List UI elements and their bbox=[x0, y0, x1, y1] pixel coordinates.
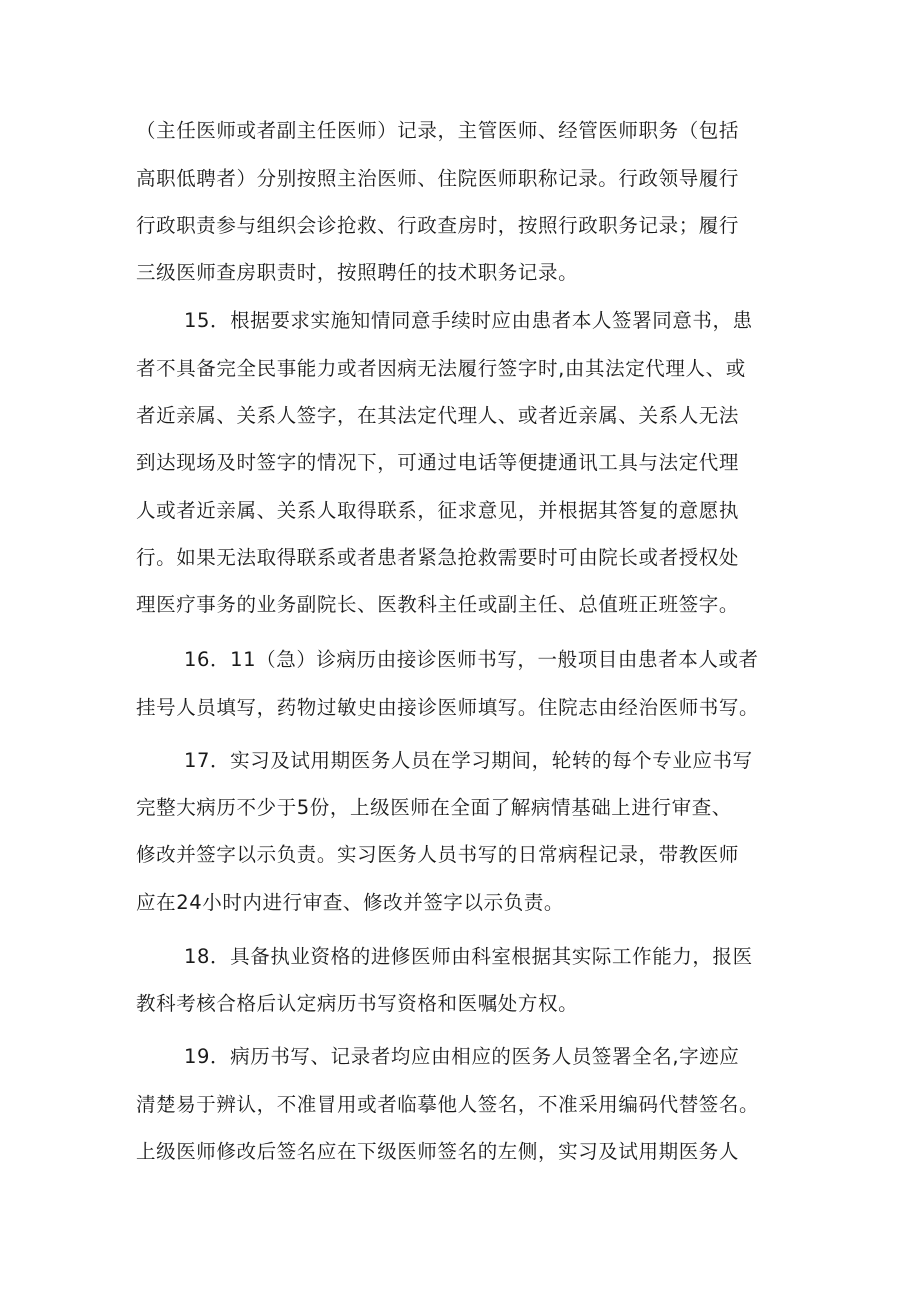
text-line-17: 应在24小时内进行审查、修改并签字以示负责。 bbox=[136, 891, 565, 914]
text-line-21: 清楚易于辨认，不准冒用或者临摹他人签名，不准采用编码代替签名。 bbox=[136, 1093, 760, 1116]
paragraph-16-start: 16．11（急）诊病历由接诊医师书写，一般项目由患者本人或者 bbox=[184, 648, 759, 671]
paragraph-19-start: 19．病历书写、记录者均应由相应的医务人员签署全名,字迹应 bbox=[184, 1045, 740, 1068]
text-line-3: 行政职责参与组织会诊抢救、行政查房时，按照行政职务记录；履行 bbox=[136, 214, 740, 237]
text-line-22: 上级医师修改后签名应在下级医师签名的左侧，实习及试用期医务人 bbox=[136, 1140, 740, 1163]
paragraph-18-start: 18．具备执业资格的进修医师由科室根据其实际工作能力，报医 bbox=[184, 945, 753, 968]
paragraph-15-start: 15．根据要求实施知情同意手续时应由患者本人签署同意书，患 bbox=[184, 309, 753, 332]
text-line-8: 到达现场及时签字的情况下，可通过电话等便捷通讯工具与法定代理 bbox=[136, 451, 740, 474]
text-line-6: 者不具备完全民事能力或者因病无法履行签字时,由其法定代理人、或 bbox=[136, 357, 746, 380]
paragraph-17-start: 17．实习及试用期医务人员在学习期间，轮转的每个专业应书写 bbox=[184, 749, 753, 772]
text-line-13: 挂号人员填写，药物过敏史由接诊医师填写。住院志由经治医师书写。 bbox=[136, 696, 760, 719]
text-line-2: 高职低聘者）分别按照主治医师、住院医师职称记录。行政领导履行 bbox=[136, 167, 740, 190]
text-line-1: （主任医师或者副主任医师）记录，主管医师、经管医师职务（包括 bbox=[136, 119, 740, 142]
text-line-11: 理医疗事务的业务副院长、医教科主任或副主任、总值班正班签字。 bbox=[136, 593, 740, 616]
text-line-4: 三级医师查房职责时，按照聘任的技术职务记录。 bbox=[136, 261, 579, 284]
text-line-9: 人或者近亲属、关系人取得联系，征求意见，并根据其答复的意愿执 bbox=[136, 499, 740, 522]
text-line-10: 行。如果无法取得联系或者患者紧急抢救需要时可由院长或者授权处 bbox=[136, 546, 740, 569]
text-line-16: 修改并签字以示负责。实习医务人员书写的日常病程记录，带教医师 bbox=[136, 843, 740, 866]
text-line-19: 教科考核合格后认定病历书写资格和医嘱处方权。 bbox=[136, 992, 579, 1015]
text-line-15: 完整大病历不少于5份，上级医师在全面了解病情基础上进行审查、 bbox=[136, 796, 732, 819]
text-line-7: 者近亲属、关系人签字，在其法定代理人、或者近亲属、关系人无法 bbox=[136, 404, 740, 427]
